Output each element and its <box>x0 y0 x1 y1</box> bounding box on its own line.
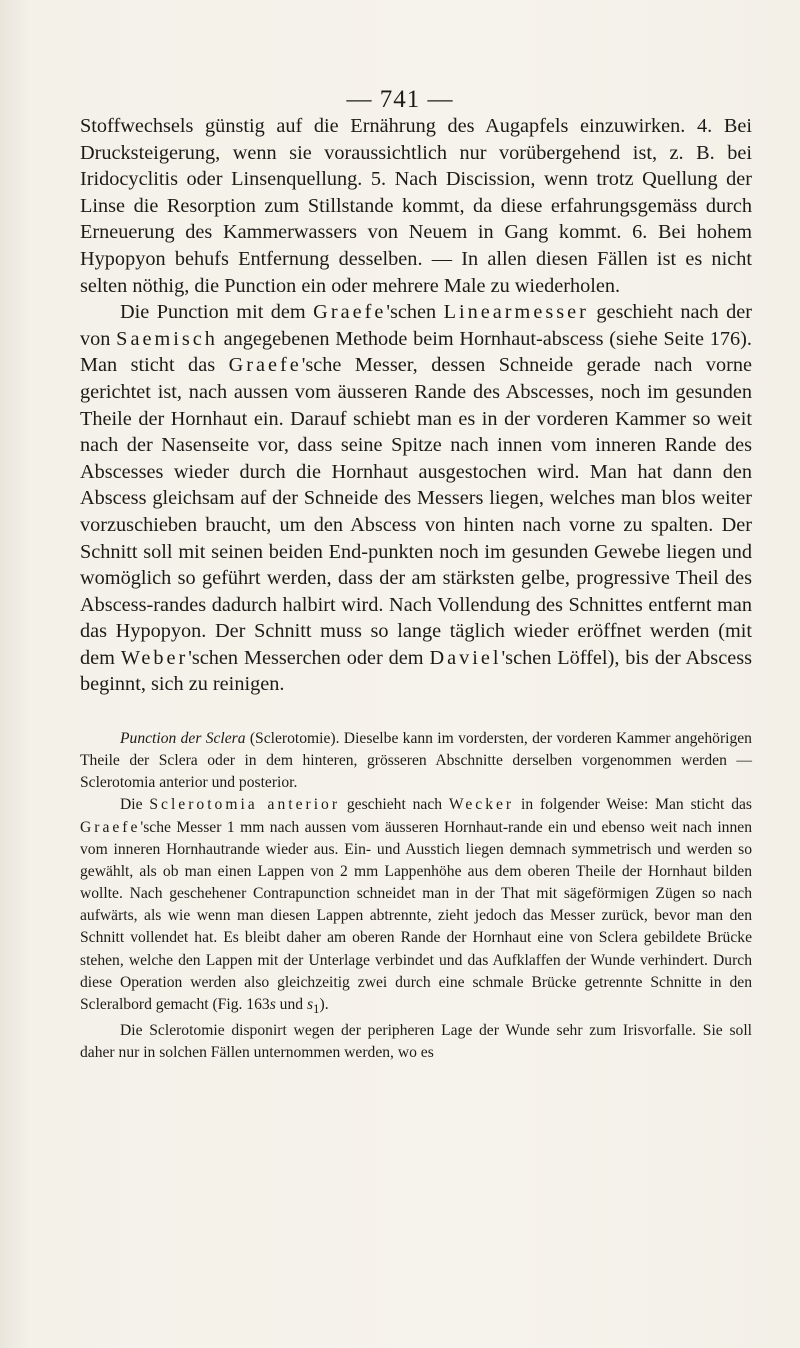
term-linearmesser: Linearmesser <box>443 301 589 324</box>
name-wecker: Wecker <box>448 796 515 814</box>
page-number: — 741 — <box>346 86 454 113</box>
figure-ref-s1: s <box>306 995 314 1013</box>
name-daviel: Daviel <box>429 646 502 669</box>
name-graefe: Graefe <box>228 354 302 377</box>
section-heading: Punction der Sclera <box>120 730 246 747</box>
paragraph-sclera-punction: Punction der Sclera (Sclerotomie). Dieselbe kann im vordersten, der vorderen Kammer angehörigen Theile der Sclera oder in dem hinteren, grösseren Abschnitte derselben vorgenommen werden — Sclerotomia anterior und posterior. <box>80 730 752 792</box>
figure-ref-subscript: 1 <box>313 1000 320 1016</box>
name-saemisch: Saemisch <box>116 327 218 350</box>
name-graefe: Graefe <box>313 301 387 324</box>
name-graefe: Graefe <box>80 818 141 836</box>
name-weber: Weber <box>120 646 189 669</box>
small-print-section <box>80 728 752 1064</box>
paragraph-indications: Stoffwechsels günstig auf die Ernährung des Augapfels einzuwirken. 4. Bei Drucksteigerung, wenn sie voraussichtlich nur vorübergehend ist, z. B. bei Iridocyclitis oder Linsenquellung. 5. Nach Discission, wenn trotz Quellung der Linse die Resorption zum Stillstande kommt, da diese erfahrungsgemäss durch Erneuerung des Kammerwassers von Neuem in Gang kommt. 6. Bei hohem Hypopyon behufs Entfernung desselben. — In allen diesen Fällen ist es nicht selten nöthig, die Punction ein oder mehrere Male zu wiederholen. <box>80 115 752 297</box>
main-text <box>80 113 752 698</box>
paragraph-punction-method: Die Punction mit dem Graefe'schen Linearmesser geschieht nach der von Saemisch angegebenen Methode beim Hornhaut-abscess (siehe Seite 176). Man sticht das Graefe'sche Messer, dessen Schneide gerade nach vorne gerichtet ist, nach aussen vom äusseren Rande des Abscesses, noch im gesunden Theile der Hornhaut ein. Darauf schiebt man es in der vorderen Kammer so weit nach der Nasenseite vor, dass seine Spitze nach innen vom inneren Rande des Abscesses wieder durch die Hornhaut ausgestochen wird. Man hat dann den Abscess gleichsam auf der Schneide des Messers liegen, welches man blos weiter vorzuschieben braucht, um den Abscess von hinten nach vorne zu spalten. Der Schnitt soll mit seinen beiden End-punkten noch im gesunden Gewebe liegen und womöglich so geführt werden, dass der am stärksten gelbe, progressive Theil des Abscess-randes dadurch halbirt wird. Nach Vollendung des Schnittes entfernt man das Hypopyon. Der Schnitt muss so lange täglich wieder eröffnet werden (mit dem Weber'schen Messerchen oder dem Daviel'schen Löffel), bis der Abscess beginnt, sich zu reinigen. <box>80 301 753 696</box>
figure-ref-s: s <box>269 995 276 1013</box>
paragraph-sclerotomie-risk: Die Sclerotomie disponirt wegen der peripheren Lage der Wunde sehr zum Irisvorfalle. Sie soll daher nur in solchen Fällen unternommen werden, wo es <box>80 1022 752 1062</box>
term-sclerotomia-anterior: Sclerotomia anterior <box>149 796 341 814</box>
paragraph-sclerotomia-anterior: Die Sclerotomia anterior geschieht nach Wecker in folgender Weise: Man sticht das Graefe'sche Messer 1 mm nach aussen vom äusseren Hornhaut-rande ein und ebenso weit nach innen vom inneren Hornhautrande wieder aus. Ein- und Ausstich liegen demnach symmetrisch und werden so gewählt, als ob man einen Lappen von 2 mm Lappenhöhe aus dem oberen Theile der Hornhaut bilden wollte. Nach geschehener Contrapunction schneidet man in der That mit sägeförmigen Zügen so nach aufwärts, als wie wenn man diesen Lappen abtrennte, zieht jedoch das Messer zurück, bevor man den Schnitt vollendet hat. Es bleibt daher am oberen Rande der Hornhaut eine von Sclera gebildete Brücke stehen, welche den Lappen mit der Unterlage verbindet und das Aufklaffen der Wunde verhindert. Durch diese Operation werden also gleichzeitig zwei durch eine schmale Brücke getrennte Schnitte in den Scleralbord gemacht (Fig. 163s und $s_1$). <box>80 796 752 1016</box>
